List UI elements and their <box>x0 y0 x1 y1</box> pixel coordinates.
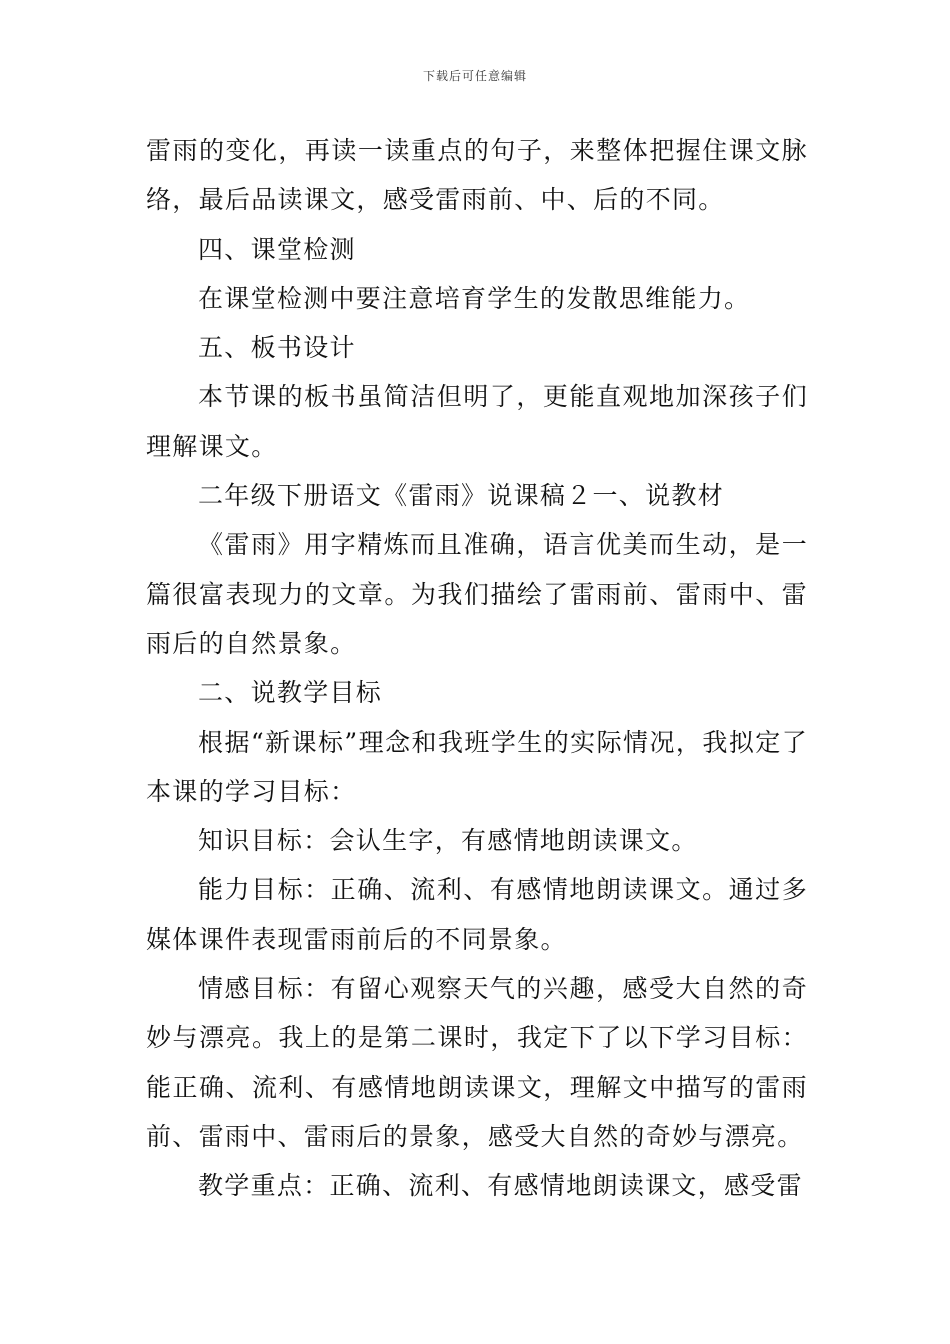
paragraph: 根据“新课标”理念和我班学生的实际情况，我拟定了本课的学习目标： <box>146 727 808 806</box>
section-heading: 二、说教学目标 <box>198 678 383 708</box>
paragraph: 《雷雨》用字精炼而且准确，语言优美而生动，是一篇很富表现力的文章。为我们描绘了雷雨前、雷雨中、雷雨后的自然景象。 <box>146 530 808 658</box>
paragraph: 在课堂检测中要注意培育学生的发散思维能力。 <box>198 283 751 313</box>
paragraph: 雷雨的变化，再读一读重点的句子，来整体把握住课文脉络，最后品读课文，感受雷雨前、中、后的不同。 <box>146 136 808 215</box>
body-text <box>146 126 808 1211</box>
paragraph: 情感目标：有留心观察天气的兴趣，感受大自然的奇妙与漂亮。我上的是第二课时，我定下了以下学习目标：能正确、流利、有感情地朗读课文，理解文中描写的雷雨前、雷雨中、雷雨后的景象，感受大自然的奇妙与漂亮。 <box>146 974 808 1151</box>
section-heading: 四、课堂检测 <box>198 234 356 264</box>
paragraph: 本节课的板书虽简洁但明了，更能直观地加深孩子们理解课文。 <box>146 382 808 461</box>
page-header: 下载后可任意编辑 <box>422 69 527 83</box>
paragraph: 能力目标：正确、流利、有感情地朗读课文。通过多媒体课件表现雷雨前后的不同景象。 <box>146 875 808 954</box>
paragraph: 教学重点：正确、流利、有感情地朗读课文，感受雷 <box>198 1171 803 1201</box>
document-title-line: 二年级下册语文《雷雨》说课稿２一、说教材 <box>198 481 725 511</box>
paragraph: 知识目标：会认生字，有感情地朗读课文。 <box>198 826 698 856</box>
section-heading: 五、板书设计 <box>198 333 356 363</box>
